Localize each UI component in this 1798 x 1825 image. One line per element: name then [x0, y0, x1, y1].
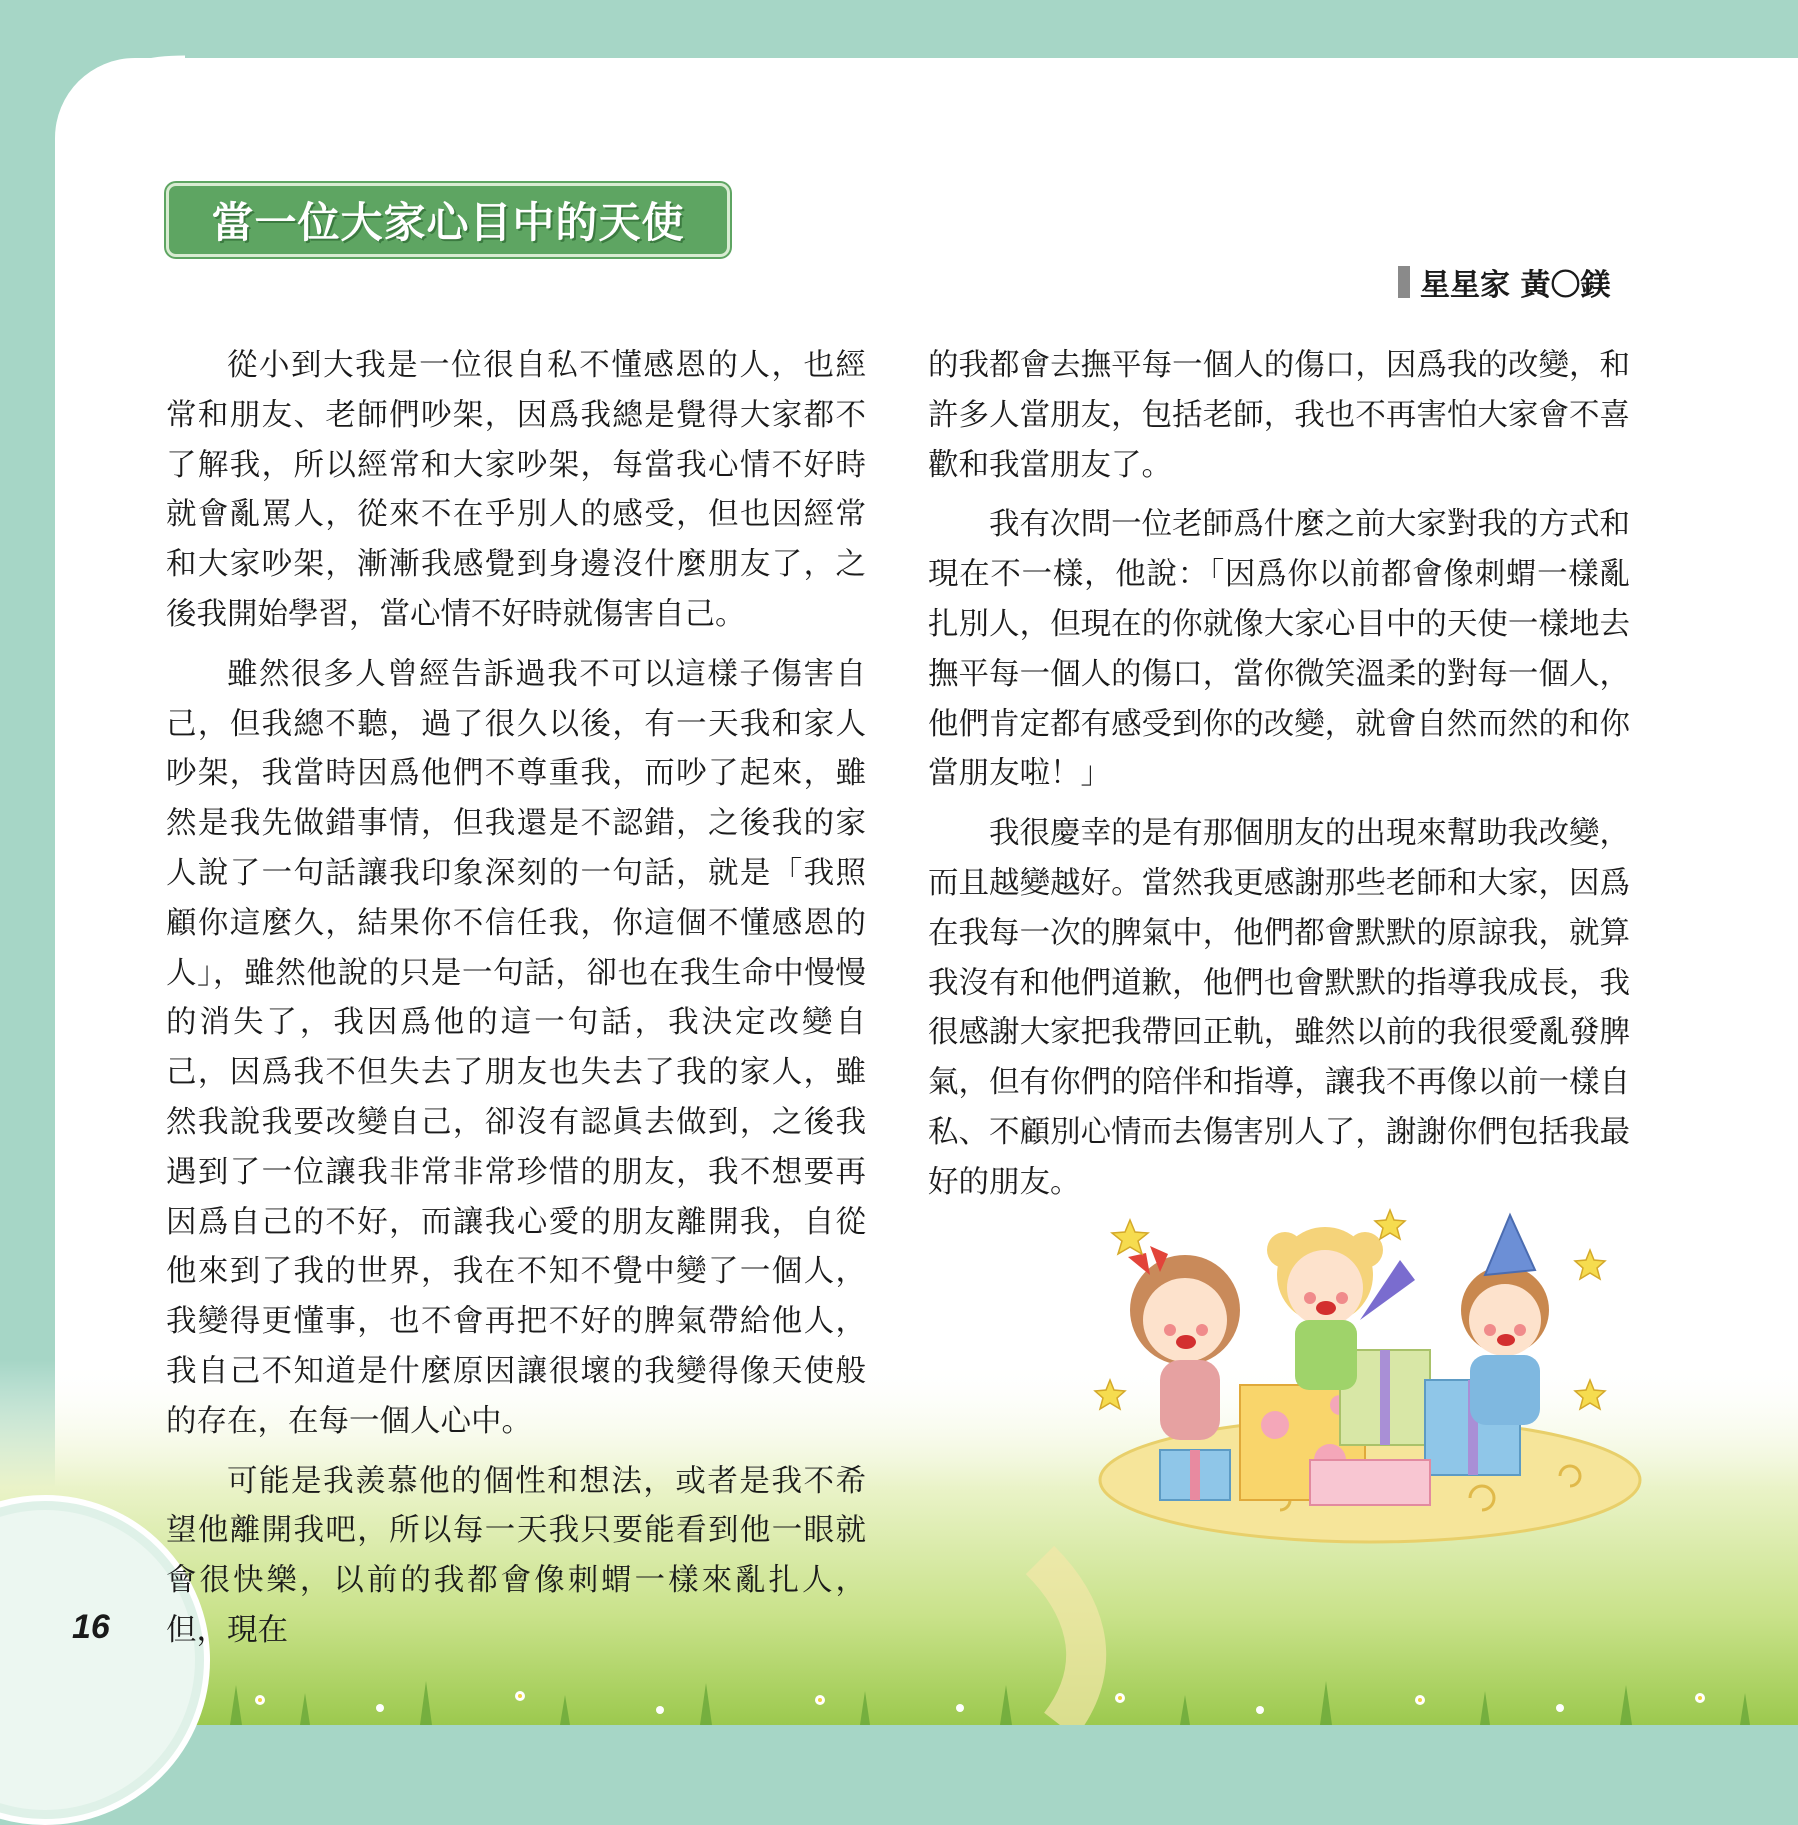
- paragraph: 雖然很多人曾經告訴過我不可以這樣子傷害自己，但我總不聽，過了很久以後，有一天我和家人吵架，我當時因爲他們不尊重我，而吵了起來，雖然是我先做錯事情，但我還是不認錯，之後我的家人說了一句話讓我印象深刻的一句話，就是「我照顧你這麼久，結果你不信任我，你這個不懂感恩的人」，雖然他說的只是一句話，卻也在我生命中慢慢的消失了，我因爲他的這一句話，我決定改變自己，因爲我不但失去了朋友也失去了我的家人，雖然我說我要改變自己，卻沒有認眞去做到，之後我遇到了一位讓我非常非常珍惜的朋友，我不想要再因爲自己的不好，而讓我心愛的朋友離開我，自從他來到了我的世界，我在不知不覺中變了一個人，我變得更懂事，也不會再把不好的脾氣帶給他人，我自己不知道是什麼原因讓很壞的我變得像天使般的存在，在每一個人心中。: [166, 656, 866, 1439]
- paragraph: 我有次問一位老師爲什麼之前大家對我的方式和現在不一樣，他說：「因爲你以前都會像刺蝟一樣亂扎別人，但現在的你就像大家心目中的天使一樣地去撫平每一個人的傷口，當你微笑溫柔的對每一個人，他們肯定都有感受到你的改變，就會自然而然的和你當朋友啦！」: [928, 507, 1630, 792]
- paragraph: 可能是我羨慕他的個性和想法，或者是我不希望他離開我吧，所以每一天我只要能看到他一眼就會很快樂，以前的我都會像刺蝟一樣來亂扎人，但，現在: [166, 1463, 866, 1648]
- text-column-left: [166, 341, 866, 1666]
- paragraph: 我很慶幸的是有那個朋友的出現來幫助我改變，而且越變越好。當然我更感謝那些老師和大家，因爲在我每一次的脾氣中，他們都會默默的原諒我，就算我沒有和他們道歉，他們也會默默的指導我成長，我很感謝大家把我帶回正軌，雖然以前的我很愛亂發脾氣，但有你們的陪伴和指導，讓我不再像以前一樣自私、不顧別心情而去傷害別人了，謝謝你們包括我最好的朋友。: [928, 816, 1630, 1200]
- article-title: 當一位大家心目中的天使: [211, 198, 685, 247]
- author-marker: [1398, 266, 1410, 298]
- text-column-right: [928, 341, 1630, 1218]
- paragraph: 的我都會去撫平每一個人的傷口，因爲我的改變，和許多人當朋友，包括老師，我也不再害怕大家會不喜歡和我當朋友了。: [928, 348, 1630, 483]
- page-number: 16: [72, 1608, 110, 1646]
- author-name: 星星家 黃〇鎂: [1420, 268, 1611, 303]
- author-line: [1398, 262, 1610, 302]
- paragraph: 從小到大我是一位很自私不懂感恩的人，也經常和朋友、老師們吵架，因爲我總是覺得大家都不了解我，所以經常和大家吵架，每當我心情不好時就會亂罵人，從來不在乎別人的感受，但也因經常和大家吵架，漸漸我感覺到身邊沒什麼朋友了，之後我開始學習，當心情不好時就傷害自己。: [166, 348, 866, 632]
- article-title-box: [166, 183, 730, 257]
- children-party-illustration: [1090, 1180, 1650, 1560]
